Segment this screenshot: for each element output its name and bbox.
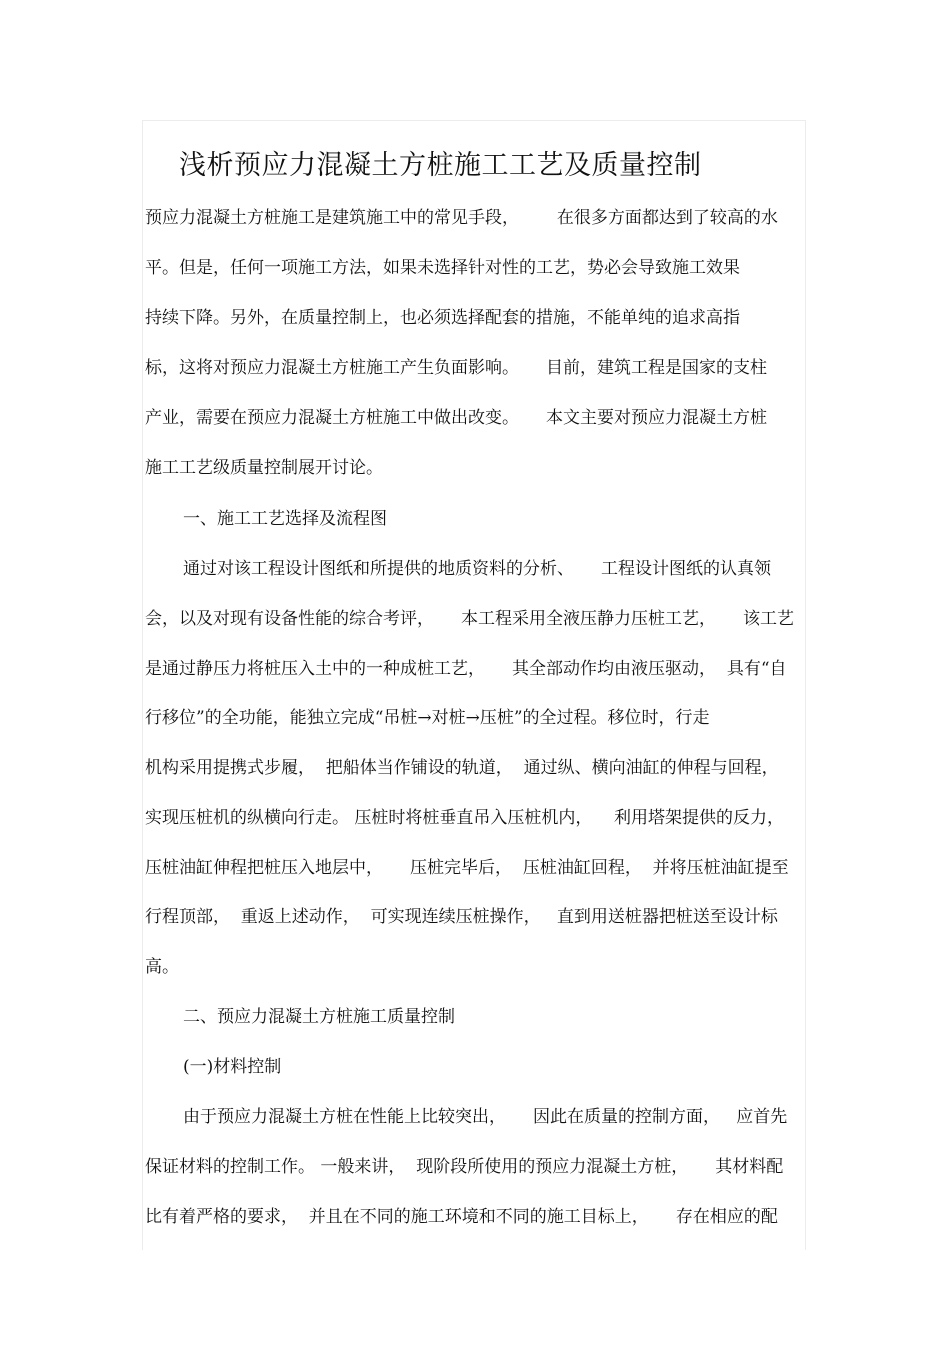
paragraph-line: 机构采用提携式步履， 把船体当作铺设的轨道， 通过纵、横向油缸的伸程与回程， — [145, 758, 779, 778]
paragraph-line: 通过对该工程设计图纸和所提供的地质资料的分析、 工程设计图纸的认真领 — [183, 559, 772, 579]
paragraph-line: 保证材料的控制工作。 一般来讲， 现阶段所使用的预应力混凝土方桩， 其材料配 — [145, 1157, 784, 1177]
paragraph-line: 实现压桩机的纵横向行走。 压桩时将桩垂直吊入压桩机内， 利用塔架提供的反力， — [145, 808, 785, 828]
paragraph-line: 高。 — [145, 957, 179, 977]
paragraph-line: 预应力混凝土方桩施工是建筑施工中的常见手段， 在很多方面都达到了较高的水 — [145, 208, 778, 228]
paragraph-line: 行移位”的全功能，能独立完成“吊桩→对桩→压桩”的全过程。移位时，行走 — [145, 708, 710, 728]
paragraph-line: 行程顶部， 重返上述动作， 可实现连续压桩操作， 直到用送桩器把桩送至设计标 — [145, 907, 778, 927]
paragraph-line: 是通过静压力将桩压入土中的一种成桩工艺， 其全部动作均由液压驱动， 具有“自 — [145, 659, 787, 679]
document-page — [142, 120, 806, 1250]
paragraph-line: 持续下降。另外，在质量控制上，也必须选择配套的措施，不能单纯的追求高指 — [145, 308, 740, 328]
paragraph-line: 会，以及对现有设备性能的综合考评， 本工程采用全液压静力压桩工艺， 该工艺 — [145, 609, 795, 629]
paragraph-line: 比有着严格的要求， 并且在不同的施工环境和不同的施工目标上， 存在相应的配 — [145, 1207, 778, 1227]
section-heading-1: 一、施工工艺选择及流程图 — [183, 509, 387, 529]
paragraph-line: 标，这将对预应力混凝土方桩施工产生负面影响。 目前，建筑工程是国家的支柱 — [145, 358, 768, 378]
paragraph-line: 平。但是，任何一项施工方法，如果未选择针对性的工艺，势必会导致施工效果 — [145, 258, 740, 278]
paragraph-line: 由于预应力混凝土方桩在性能上比较突出， 因此在质量的控制方面， 应首先 — [183, 1107, 788, 1127]
document-title: 浅析预应力混凝土方桩施工工艺及质量控制 — [179, 150, 702, 181]
paragraph-line: 压桩油缸伸程把桩压入地层中， 压桩完毕后， 压桩油缸回程， 并将压桩油缸提至 — [145, 858, 789, 878]
paragraph-line: 施工工艺级质量控制展开讨论。 — [145, 458, 383, 478]
section-heading-2: 二、预应力混凝土方桩施工质量控制 — [183, 1007, 455, 1027]
subsection-heading: (一)材料控制 — [183, 1057, 282, 1077]
paragraph-line: 产业，需要在预应力混凝土方桩施工中做出改变。 本文主要对预应力混凝土方桩 — [145, 408, 768, 428]
